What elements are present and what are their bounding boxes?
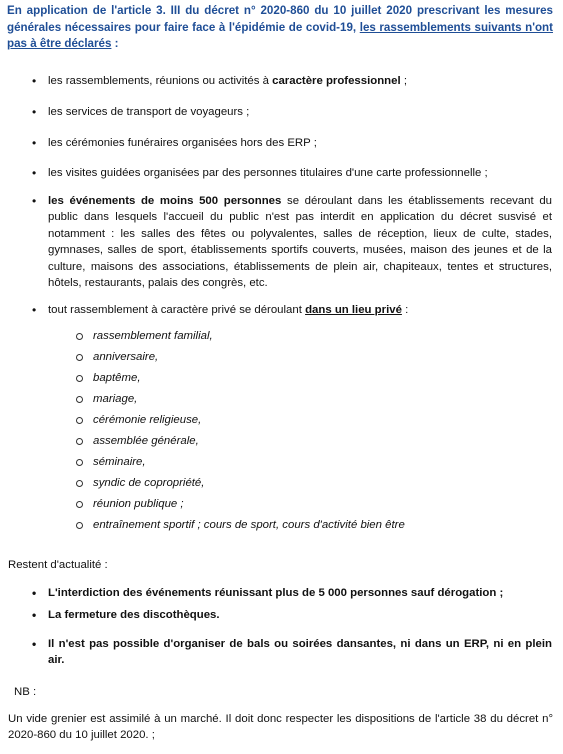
bullet-text-end: ; <box>400 75 407 87</box>
sub-item: entraînement sportif ; cours de sport, cours d'activité bien être <box>93 517 405 533</box>
bullet-item-professionnel <box>48 73 552 89</box>
restent-label: Restent d'actualité : <box>8 559 108 571</box>
sub-item: mariage, <box>93 391 137 407</box>
bullet-item-evenements-500 <box>48 193 552 291</box>
bullet-text: se déroulant dans les établissements recevant du public dans lesquels l'accueil du public n'est pas interdit en application du décret susvisé et notamment : les salles des fêtes ou polyvalentes, salles de réception, lieux de culte, stades, gymnases, salles de sport, établissements sportifs couverts, musées, maison des jeunes et de la culture, maisons des associations, établissements de plein air, chapiteaux, tentes et structures, hôtels, restaurants, palais des congrès, etc. <box>48 195 552 290</box>
bullet-text-end: : <box>401 304 409 316</box>
intro-underlined-text: les rassemblements suivants n'ont pas à être déclarés <box>7 20 553 51</box>
bullet-text: les visites guidées organisées par des personnes titulaires d'une carte professionnelle ; <box>48 167 488 179</box>
bullet-bold-underlined-text: dans un lieu privé <box>305 304 402 316</box>
bullet-item-transport <box>48 104 552 120</box>
restent-item: • L'interdiction des événements réunissant plus de 5 000 personnes sauf dérogation ; <box>48 585 552 601</box>
restent-item: • La fermeture des discothèques. <box>48 607 552 623</box>
bullet-text: les services de transport de voyageurs ; <box>48 106 250 118</box>
intro-paragraph <box>7 3 553 53</box>
sub-item: anniversaire, <box>93 349 158 365</box>
bullet-text: les rassemblements, réunions ou activités à <box>48 75 273 87</box>
bullet-item-visites <box>48 165 552 181</box>
bullet-item-funeraires <box>48 135 552 151</box>
bullet-item-rassemblement-prive <box>48 302 552 318</box>
sub-item: syndic de copropriété, <box>93 475 204 491</box>
intro-text: En application de l'article 3. III du décret n° 2020-860 du 10 juillet 2020 prescrivant les mesures générales nécessaires pour faire face à l'épidémie de covid-19, <box>7 4 553 34</box>
sub-item: baptême, <box>93 370 141 386</box>
sub-item: réunion publique ; <box>93 496 184 512</box>
bullet-text: tout rassemblement à caractère privé se déroulant <box>48 304 306 316</box>
intro-end: : <box>111 37 119 51</box>
sub-item: séminaire, <box>93 454 146 470</box>
bullet-text: les cérémonies funéraires organisées hors des ERP ; <box>48 137 317 149</box>
bullet-bold-text: les événements de moins 500 personnes <box>48 195 282 207</box>
sub-item: rassemblement familial, <box>93 328 213 344</box>
restent-item: • Il n'est pas possible d'organiser de bals ou soirées dansantes, ni dans un ERP, ni en plein air. <box>48 636 552 669</box>
sub-item: cérémonie religieuse, <box>93 412 201 428</box>
bullet-bold-text: caractère professionnel <box>272 75 401 87</box>
nb-label: NB : <box>14 686 37 698</box>
sub-item: assemblée générale, <box>93 433 199 449</box>
nb-text: Un vide grenier est assimilé à un marché. Il doit donc respecter les dispositions de l'article 38 du décret n° 2020-860 du 10 juillet 2020. ; <box>8 713 553 742</box>
